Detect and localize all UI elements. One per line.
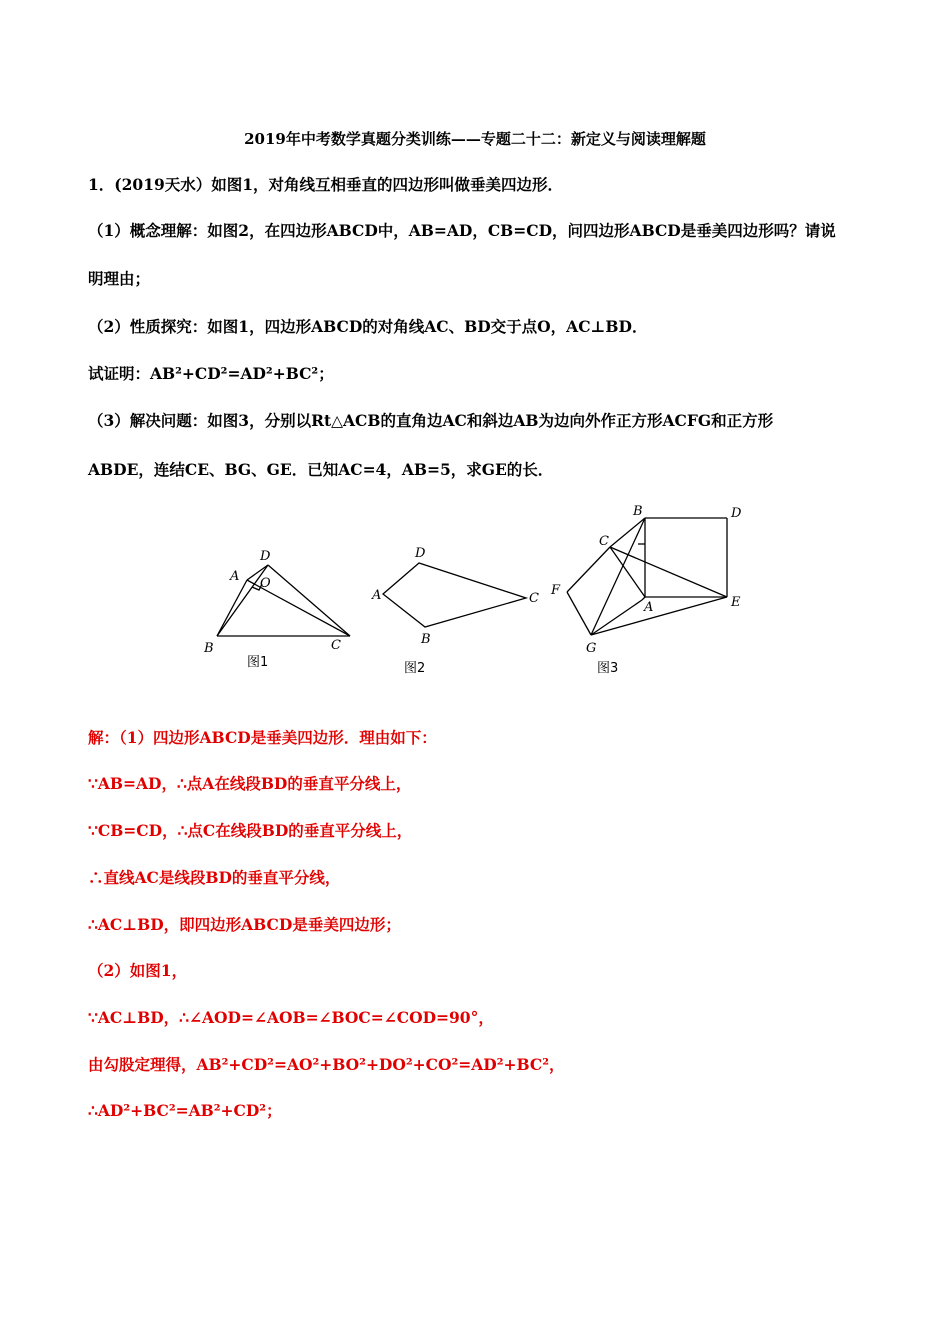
fig1-label-A: A [230,569,240,584]
question-part1-line1: （1）概念理解：如图2，在四边形ABCD中，AB=AD，CB=CD，问四边形ABCD是垂美四边形吗？请说 [88,221,836,240]
fig3-label-D: D [731,506,742,521]
answer-line-4: ∴直线AC是线段BD的垂直平分线， [88,868,341,887]
question-part2-prove: 试证明：AB²+CD²=AD²+BC²； [88,364,334,383]
figure-2 [383,563,526,627]
fig2-label-B: B [421,632,431,647]
fig2-label-A: A [372,588,382,603]
answer-line-7: ∵AC⊥BD，∴∠AOD=∠AOB=∠BOC=∠COD=90°， [88,1008,494,1027]
page-title: 2019年中考数学真题分类训练——专题二十二：新定义与阅读理解题 [244,130,706,148]
question-intro: 1．(2019天水）如图1，对角线互相垂直的四边形叫做垂美四边形． [88,175,564,194]
answer-line-3: ∵CB=CD，∴点C在线段BD的垂直平分线上， [88,821,413,840]
fig3-label-E: E [731,595,741,610]
answer-line-5: ∴AC⊥BD，即四边形ABCD是垂美四边形； [88,915,401,934]
fig2-caption: 图2 [404,661,426,676]
figures-row [190,496,760,686]
question-part3-line2: ABDE，连结CE、BG、GE．已知AC=4，AB=5，求GE的长． [88,460,554,479]
answer-line-2: ∵AB=AD，∴点A在线段BD的垂直平分线上， [88,774,412,793]
answer-line-1: 解：（1）四边形ABCD是垂美四边形．理由如下： [88,728,437,747]
fig3-label-A: A [644,600,654,615]
fig1-label-B: B [204,641,214,656]
figure-captions [247,655,618,676]
geometry-figures [190,496,760,686]
fig3-label-B: B [633,504,643,519]
fig2-label-D: D [415,546,426,561]
answer-line-8: 由勾股定理得，AB²+CD²=AO²+BO²+DO²+CO²=AD²+BC²， [88,1055,565,1074]
fig3-label-C: C [599,534,609,549]
question-part3-line1: （3）解决问题：如图3，分别以Rt△ACB的直角边AC和斜边AB为边向外作正方形ACFG和正方形 [88,411,774,430]
question-part1-line2: 明理由； [88,269,151,288]
fig2-label-C: C [529,591,539,606]
answer-line-6: （2）如图1， [88,961,188,980]
figure-3 [567,518,727,635]
fig3-caption: 图3 [597,661,619,676]
fig1-caption: 图1 [247,655,269,670]
fig1-label-O: O [260,576,271,591]
fig3-label-G: G [586,641,597,656]
fig3-label-F: F [551,583,561,598]
fig1-label-C: C [331,638,341,653]
question-part2: （2）性质探究：如图1，四边形ABCD的对角线AC、BD交于点O，AC⊥BD． [88,317,648,336]
fig1-label-D: D [260,549,271,564]
answer-line-9: ∴AD²+BC²=AB²+CD²； [88,1101,282,1120]
